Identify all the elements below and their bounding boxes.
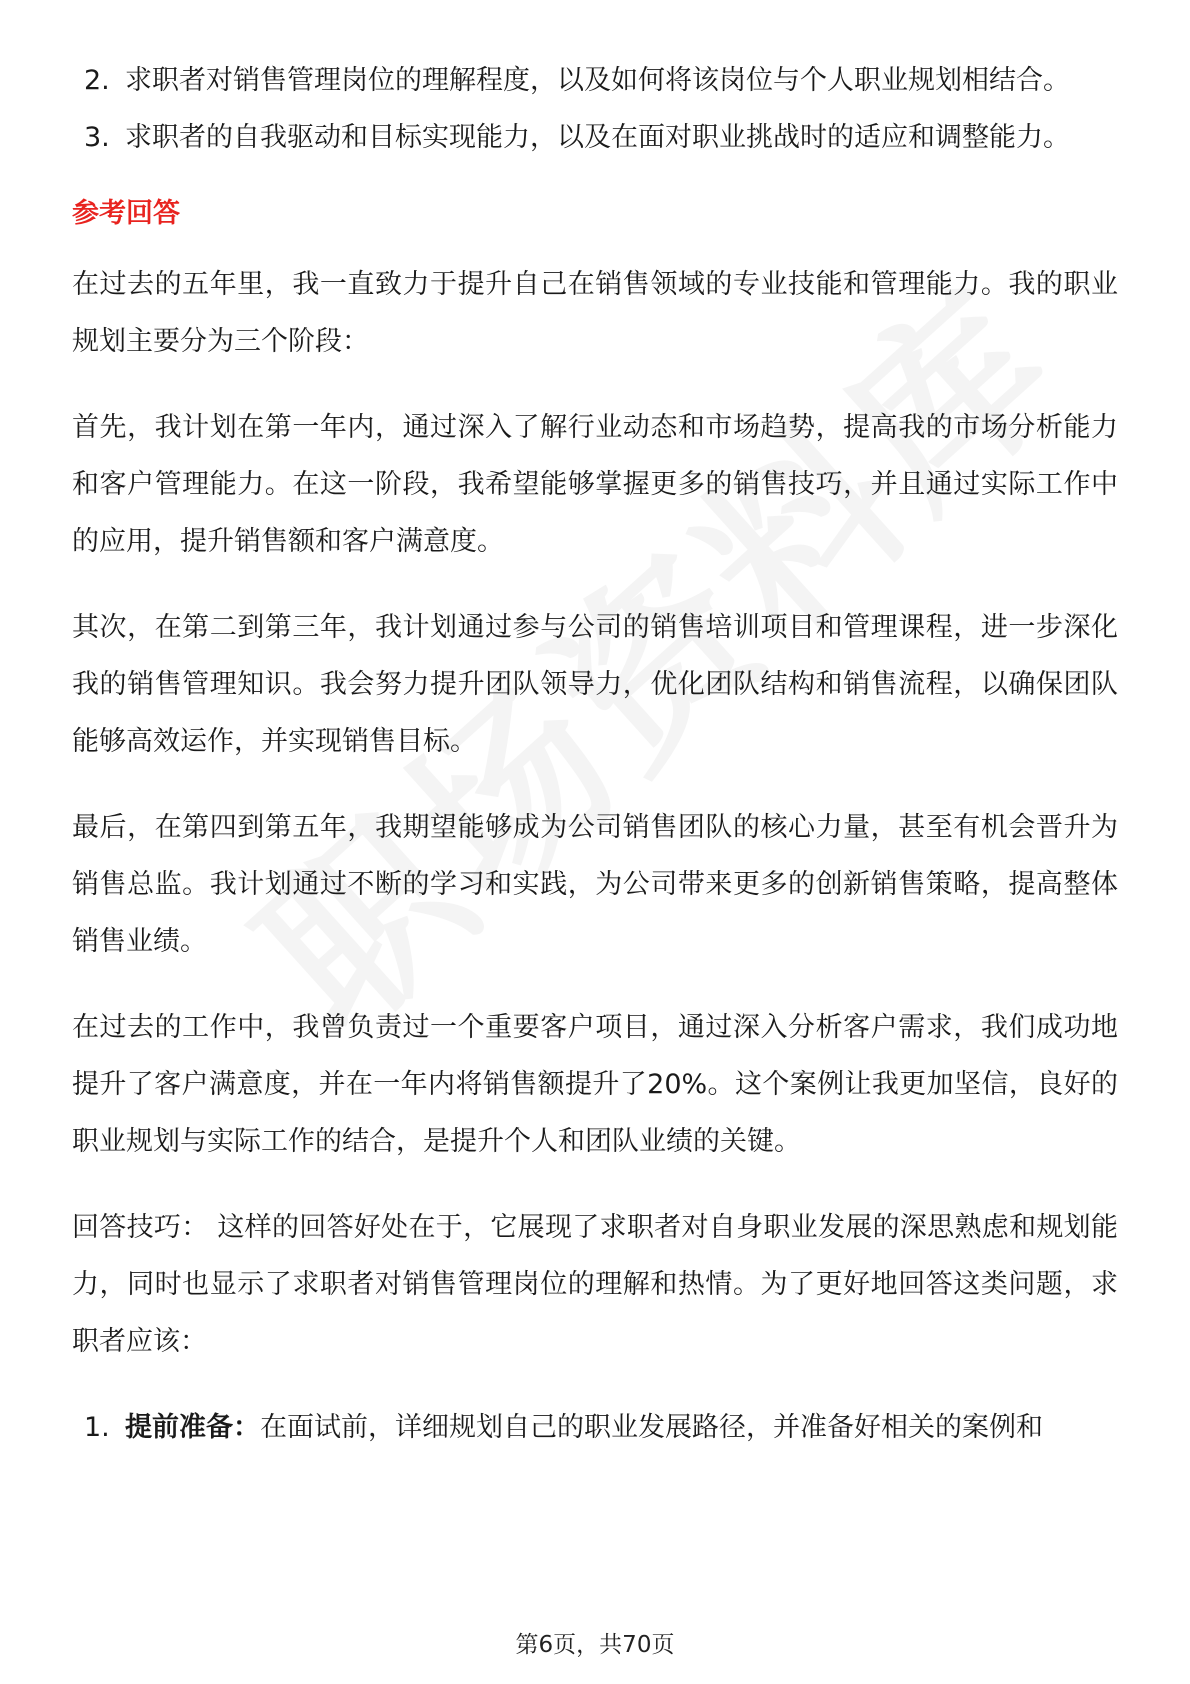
page-number: 第6页，共70页: [515, 1632, 675, 1658]
list-item: [72, 52, 1118, 109]
list-item-text: 在面试前，详细规划自己的职业发展路径，并准备好相关的案例和: [260, 1412, 1043, 1443]
paragraph-stage-three: 最后，在第四到第五年，我期望能够成为公司销售团队的核心力量，甚至有机会晋升为销售总监。我计划通过不断的学习和实践，为公司带来更多的创新销售策略，提高整体销售业绩。: [72, 812, 1118, 957]
paragraph-case: 在过去的工作中，我曾负责过一个重要客户项目，通过深入分析客户需求，我们成功地提升了客户满意度，并在一年内将销售额提升了20%。这个案例让我更加坚信，良好的职业规划与实际工作的结合，是提升个人和团队业绩的关键。: [72, 1012, 1118, 1157]
paragraph-stage-two: 其次，在第二到第三年，我计划通过参与公司的销售培训项目和管理课程，进一步深化我的销售管理知识。我会努力提升团队领导力，优化团队结构和销售流程，以确保团队能够高效运作，并实现销售目标。: [72, 612, 1118, 757]
list-item-text: 求职者对销售管理岗位的理解程度，以及如何将该岗位与个人职业规划相结合。: [125, 65, 1070, 96]
list-number: 2.: [84, 65, 110, 96]
paragraph-intro: 在过去的五年里，我一直致力于提升自己在销售领域的专业技能和管理能力。我的职业规划主要分为三个阶段：: [72, 269, 1118, 357]
list-number: 3.: [84, 122, 110, 153]
list-item-text: 求职者的自我驱动和目标实现能力，以及在面对职业挑战时的适应和调整能力。: [125, 122, 1070, 153]
section-title-reference-answer: 参考回答: [72, 198, 180, 229]
paragraph-stage-one: 首先，我计划在第一年内，通过深入了解行业动态和市场趋势，提高我的市场分析能力和客户管理能力。在这一阶段，我希望能够掌握更多的销售技巧，并且通过实际工作中的应用，提升销售额和客户满意度。: [72, 412, 1118, 557]
list-item: [72, 109, 1118, 166]
list-item: [72, 1399, 1118, 1456]
tips-list: [72, 1399, 1118, 1456]
list-number: 1.: [84, 1412, 110, 1443]
paragraph-tips: 回答技巧： 这样的回答好处在于，它展现了求职者对自身职业发展的深思熟虑和规划能力，同时也显示了求职者对销售管理岗位的理解和热情。为了更好地回答这类问题，求职者应该：: [72, 1212, 1118, 1357]
list-item-label: 提前准备：: [125, 1412, 260, 1443]
document-body: [72, 52, 1118, 1456]
criteria-list: [72, 52, 1118, 166]
